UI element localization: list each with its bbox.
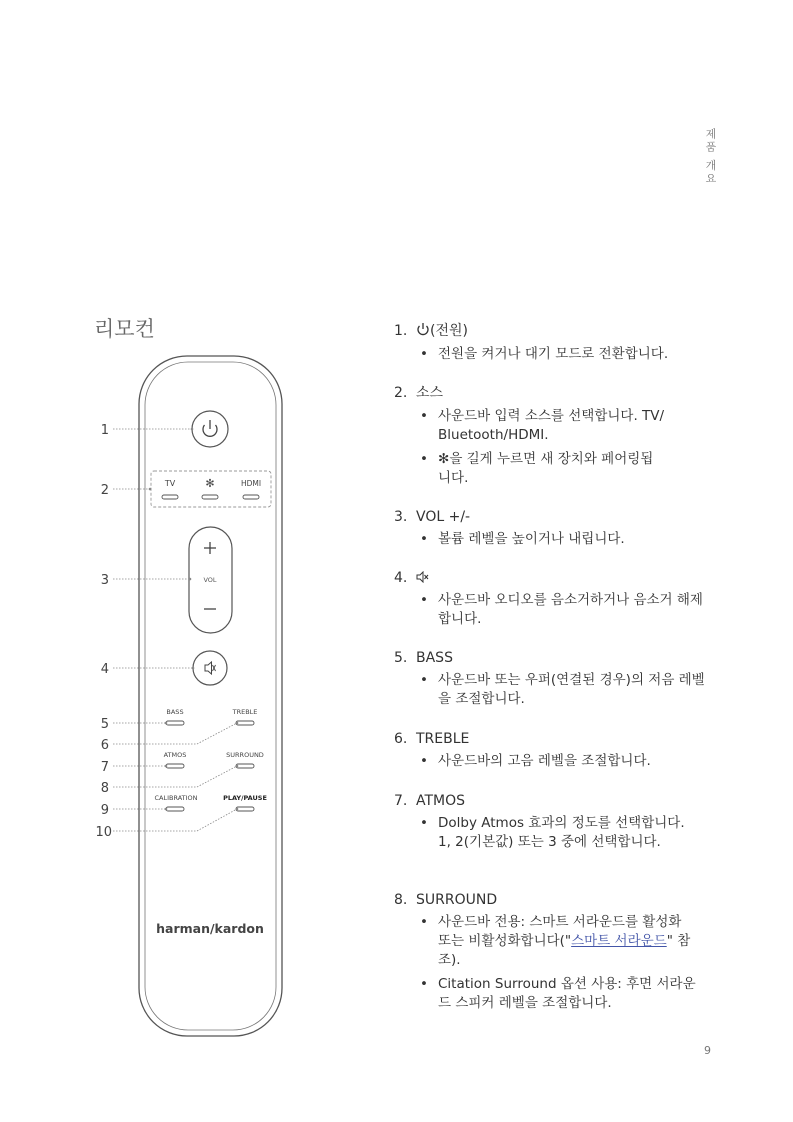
bullet-text: 사운드바 전용: 스마트 서라운드를 활성화 또는 비활성화합니다(" [438,914,682,949]
callout-1: 1 [100,423,109,438]
bullet [394,450,658,488]
vol-label: VOL [203,576,217,584]
calibration-label: CALIBRATION [154,794,198,802]
power-button [192,411,228,447]
bullet: • 사운드바의 고음 레벨을 조절합니다. [394,752,714,771]
callout-10: 10 [95,825,112,840]
bullet-text: 을 길게 누르면 새 장치와 페어링됩니다. [438,451,654,486]
item-number: 1. [394,323,408,339]
volume-rocker [189,527,232,633]
power-icon [416,323,430,339]
callout-8: 8 [100,781,109,796]
bluetooth-icon: ✻ [438,451,450,467]
hdmi-label: HDMI [240,479,262,488]
smart-surround-link[interactable]: 스마트 서라운드 [571,933,667,949]
bullet: • Dolby Atmos 효과의 정도를 선택합니다. 1, 2(기본값) 또는 3 중에 선택합니다. [394,814,688,852]
bluetooth-icon: ✻ [205,477,215,490]
callout-5: 5 [100,717,109,732]
bass-label: BASS [166,708,184,716]
item-number: 5. [394,650,408,666]
bullet: • 사운드바 오디오를 음소거하거나 음소거 해제합니다. [394,591,708,629]
item-number: 7. [394,793,408,809]
list-item-atmos [394,793,714,852]
item-number: 6. [394,731,408,747]
item-number: 8. [394,892,408,908]
item-title: VOL +/- [416,509,471,525]
callout-4: 4 [100,662,109,677]
bullet: • 사운드바 또는 우퍼(연결된 경우)의 저음 레벨을 조절합니다. [394,671,708,709]
callout-7: 7 [100,760,109,775]
bullet: • 사운드바 입력 소스를 선택합니다. TV/ Bluetooth/HDMI. [394,407,698,445]
brand-logo: harman/kardon [156,921,264,936]
item-title: TREBLE [416,731,470,747]
bullet [394,913,698,970]
item-number: 2. [394,385,408,401]
list-item-source [394,382,714,488]
mute-button [193,651,227,685]
callout-2: 2 [100,483,109,498]
item-number: 3. [394,509,408,525]
item-title: ATMOS [416,793,466,809]
mute-icon [416,570,429,586]
callout-9: 9 [100,803,109,818]
bullet: • Citation Surround 옵션 사용: 후면 서라운드 스피커 레벨을 조절합니다. [394,975,698,1013]
page-number: 9 [704,1044,711,1057]
item-title: SURROUND [416,892,498,908]
play-pause-label: PLAY/PAUSE [223,794,267,802]
section-title: 리모컨 [94,317,155,341]
surround-label: SURROUND [226,751,264,759]
list-item-bass [394,650,714,709]
list-item-surround [394,892,714,1013]
list-item-vol [394,509,714,549]
treble-label: TREBLE [232,708,258,716]
item-title: 소스 [416,385,444,401]
item-title: (전원) [430,323,468,339]
bullet-text: " 참조). [438,933,691,968]
callout-3: 3 [100,573,109,588]
list-item-treble [394,731,714,771]
callout-6: 6 [100,738,109,753]
item-title: BASS [416,650,453,666]
tv-label: TV [164,479,176,488]
list-item-mute [394,570,714,629]
atmos-label: ATMOS [163,751,187,759]
bullet: • 볼륨 레벨을 높이거나 내립니다. [394,530,714,549]
list-item-power [394,320,714,364]
bullet: • 전원을 켜거나 대기 모드로 전환합니다. [394,345,714,364]
item-number: 4. [394,570,408,586]
chapter-tab: 제품 개요 [704,128,717,186]
